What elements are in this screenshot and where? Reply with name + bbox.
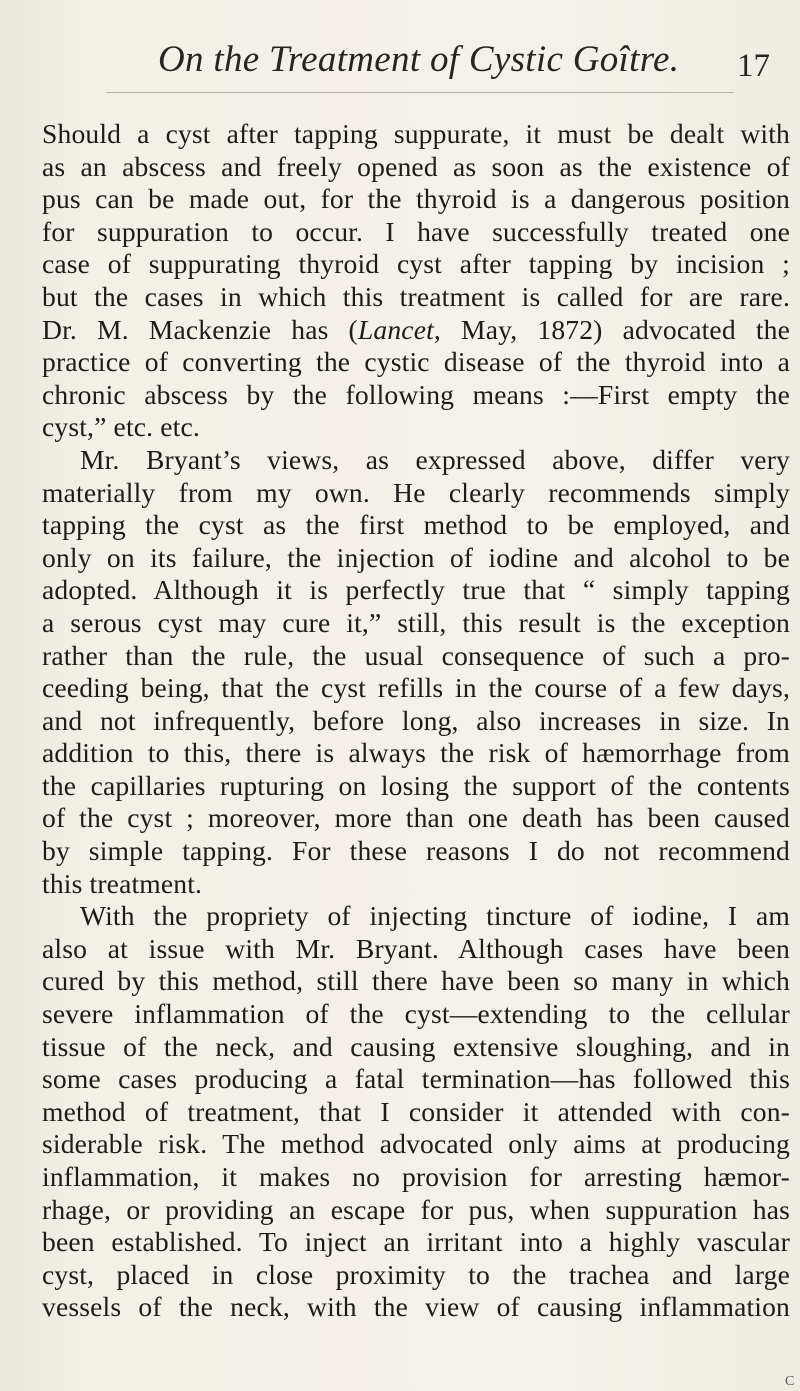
text-line: tissue of the neck, and causing extensive sloughing, and in (42, 1030, 790, 1062)
text-line: of the cyst ; moreover, more than one death has been caused (42, 802, 790, 834)
header-rule (106, 92, 734, 93)
page-header (40, 38, 770, 98)
text-line: pus can be made out, for the thyroid is a dangerous position (42, 183, 790, 215)
text-line: Dr. M. Mackenzie has (Lancet, May, 1872) advocated the (42, 313, 790, 345)
text-line: siderable risk. The method advocated only aims at producing (42, 1128, 790, 1160)
text-line: cured by this method, still there have been so many in which (42, 965, 790, 997)
text-line: rather than the rule, the usual consequence of such a pro- (42, 639, 790, 671)
journal-name: Lancet (357, 313, 434, 345)
paragraph-3 (42, 900, 790, 1324)
paragraph-2 (42, 444, 790, 900)
text-line: a serous cyst may cure it,” still, this result is the exception (42, 606, 790, 638)
text-line: and not infrequently, before long, also increases in size. In (42, 704, 790, 736)
text-line: tapping the cyst as the first method to be employed, and (42, 509, 790, 541)
text-line: for suppuration to occur. I have successfully treated one (42, 215, 790, 247)
text-line: method of treatment, that I consider it attended with con- (42, 1095, 790, 1127)
body-text (42, 118, 790, 1324)
text-line: chronic abscess by the following means :—First empty the (42, 378, 790, 410)
text-line: adopted. Although it is perfectly true that “ simply tapping (42, 574, 790, 606)
text-line: the capillaries rupturing on losing the support of the contents (42, 769, 790, 801)
text-line: addition to this, there is always the risk of hæmorrhage from (42, 737, 790, 769)
text-line: practice of converting the cystic disease of the thyroid into a (42, 346, 790, 378)
text-line: inflammation, it makes no provision for arresting hæmor- (42, 1161, 790, 1192)
catchword: C (785, 1374, 795, 1389)
text-line: also at issue with Mr. Bryant. Although cases have been (42, 932, 790, 964)
text-line: some cases producing a fatal termination—has followed this (42, 1063, 790, 1095)
text-line: Should a cyst after tapping suppurate, it must be dealt with (42, 118, 790, 149)
running-title: On the Treatment of Cystic Goître. (158, 39, 680, 80)
text-line: this treatment. (42, 867, 203, 899)
text-line: vessels of the neck, with the view of causing inflammation (42, 1291, 790, 1323)
paragraph-1 (42, 118, 790, 444)
text-line: as an abscess and freely opened as soon as the existence of (42, 150, 790, 182)
text-line: materially from my own. He clearly recommends simply (42, 476, 790, 508)
text-line: rhage, or providing an escape for pus, when suppuration has (42, 1193, 790, 1225)
text-line: been established. To inject an irritant into a highly vascular (42, 1226, 790, 1258)
text-line: case of suppurating thyroid cyst after tapping by incision ; (42, 248, 790, 280)
text-line: cyst,” etc. etc. (42, 411, 200, 443)
text-line: cyst, placed in close proximity to the trachea and large (42, 1258, 790, 1290)
text-line: but the cases in which this treatment is called for are rare. (42, 280, 790, 312)
text-line: by simple tapping. For these reasons I do not recommend (42, 835, 790, 867)
text-line: Mr. Bryant’s views, as expressed above, differ very (80, 443, 790, 475)
text-line: only on its failure, the injection of iodine and alcohol to be (42, 541, 790, 573)
text-line: severe inflammation of the cyst—extending to the cellular (42, 998, 790, 1030)
page-number: 17 (737, 48, 770, 84)
text-line: With the propriety of injecting tincture of iodine, I am (80, 900, 790, 932)
text-line: ceeding being, that the cyst refills in the course of a few days, (42, 672, 790, 704)
